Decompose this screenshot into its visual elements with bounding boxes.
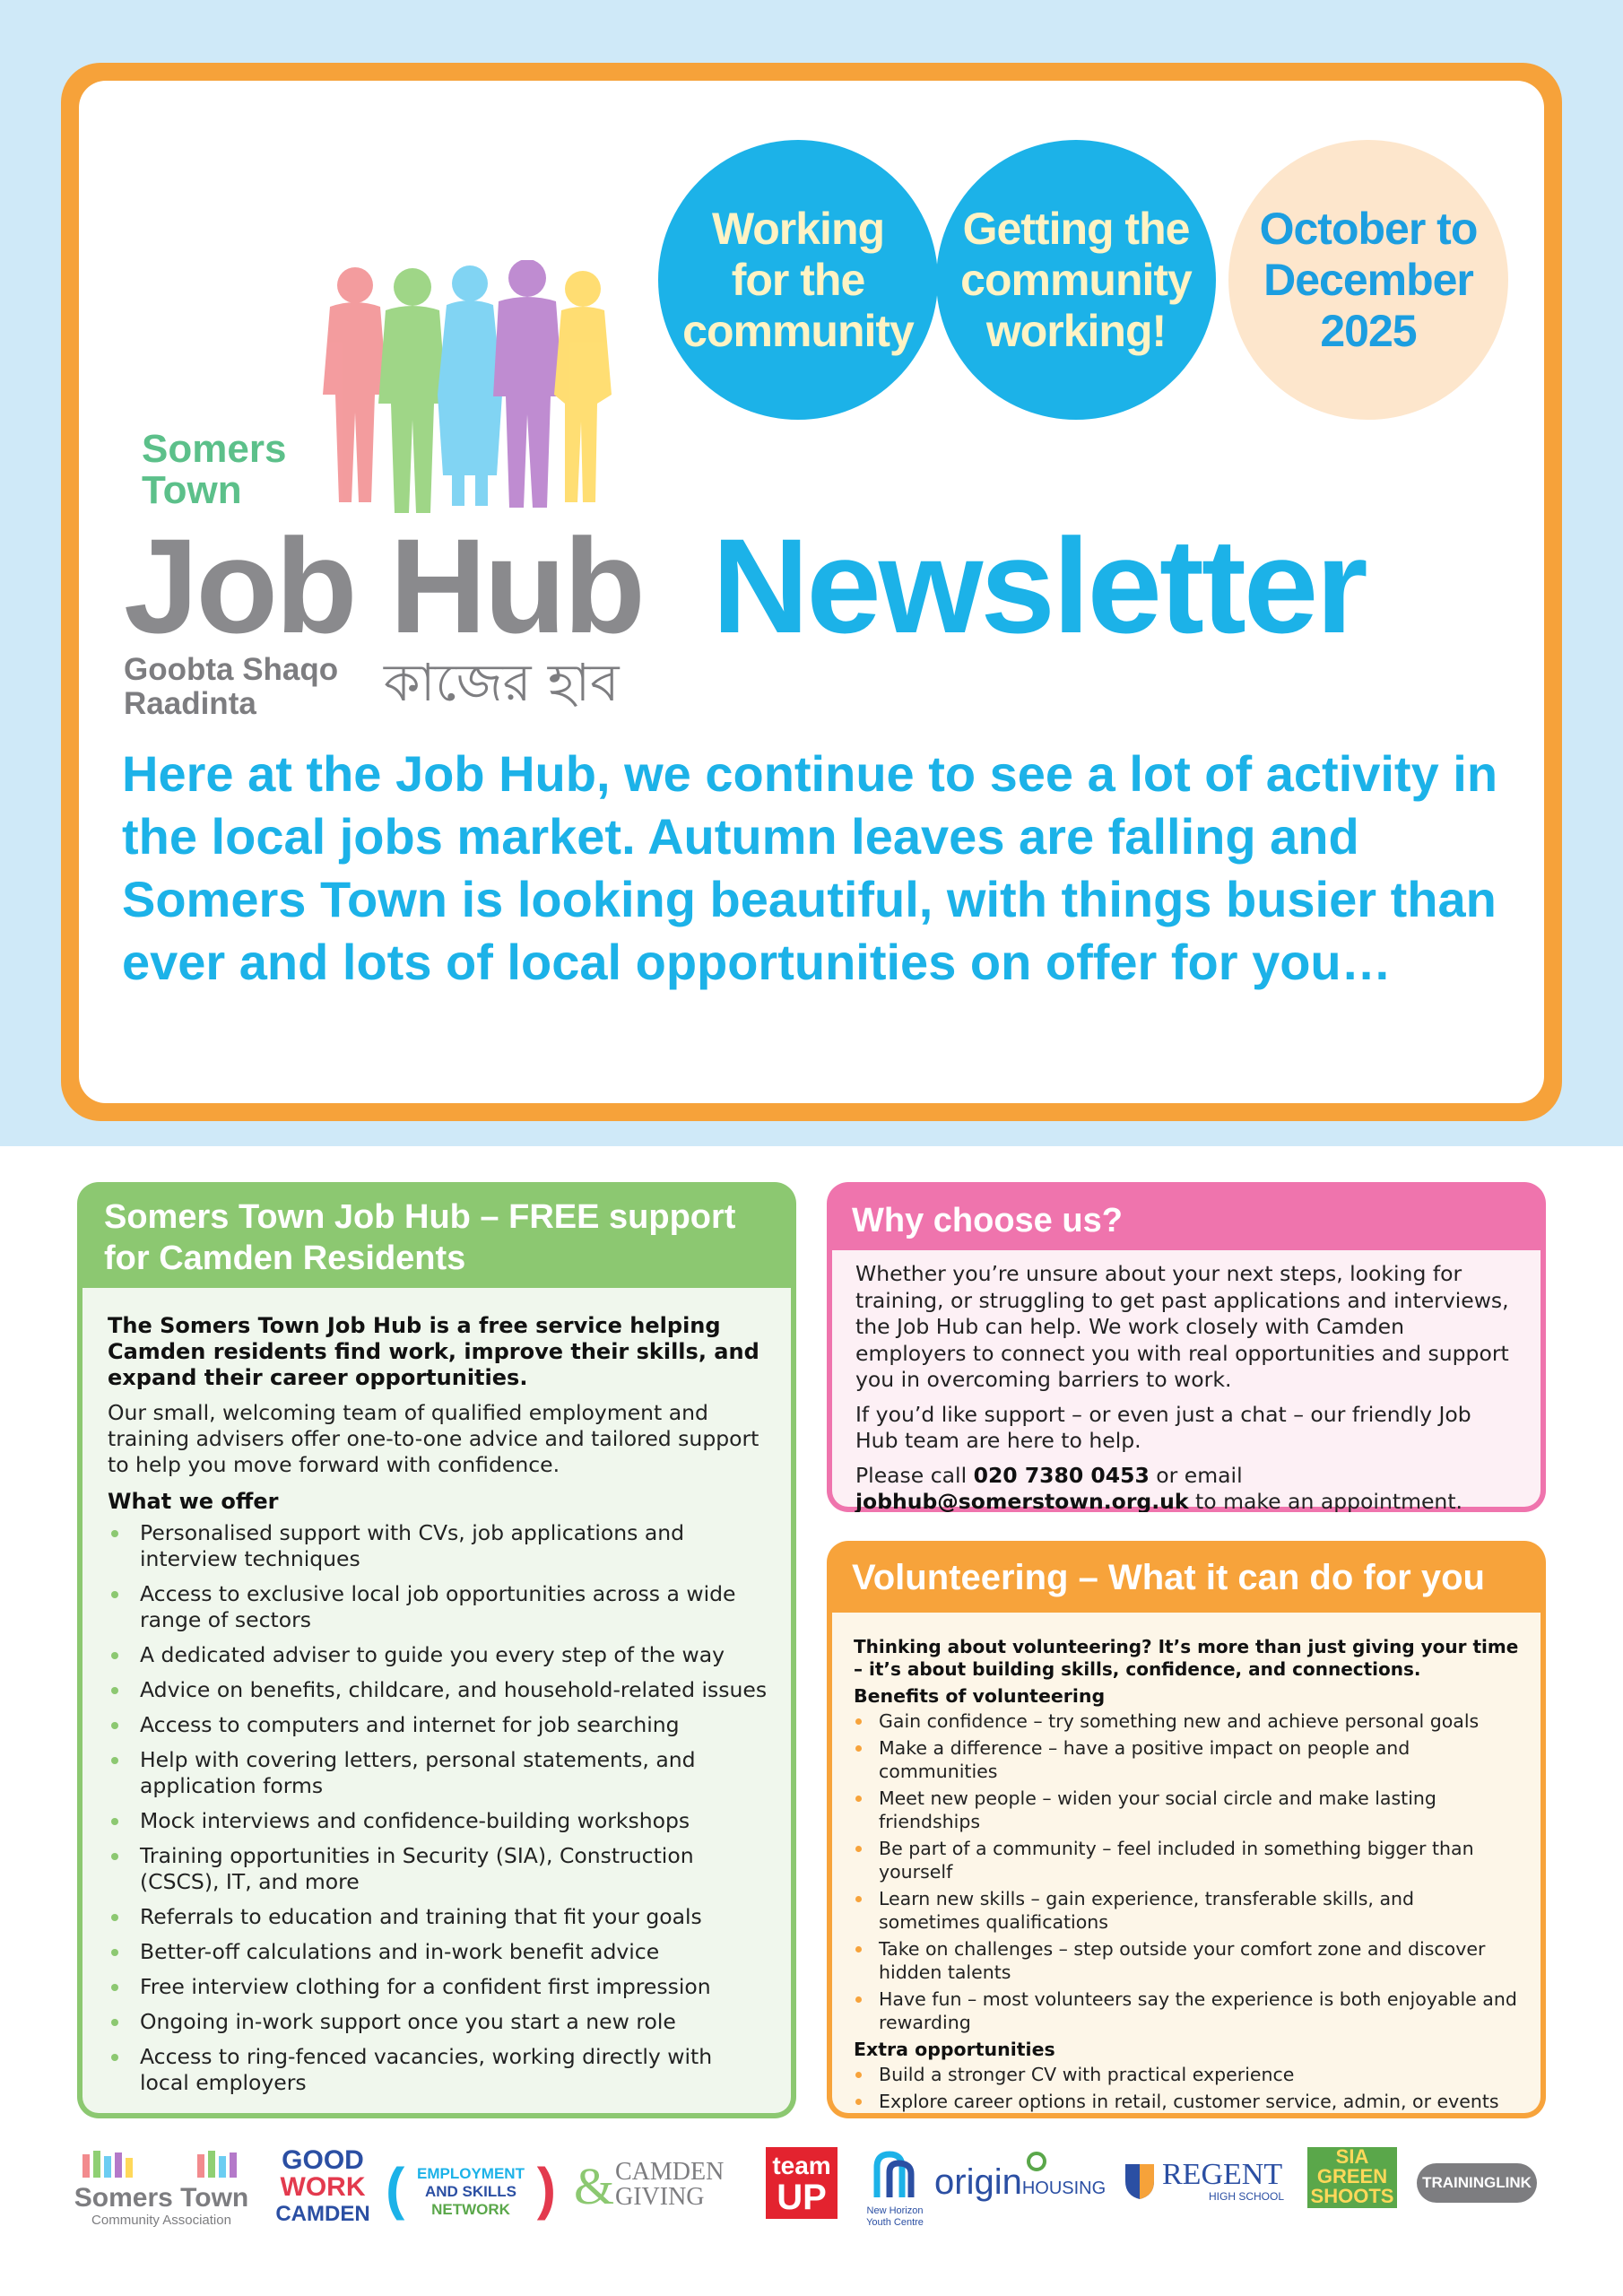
logo-text: REGENT [1162, 2158, 1283, 2191]
offer-heading: What we offer [108, 1489, 279, 1514]
bracket-right-icon: ) [536, 2156, 556, 2221]
list-item: Gain confidence – try something new and achieve personal goals [854, 1709, 1519, 1733]
email-link[interactable]: jobhub@somerstown.org.uk [855, 1489, 1189, 1512]
logo-text: EMPLOYMENT [417, 2165, 525, 2182]
logo-text: GREEN [1316, 2165, 1388, 2187]
list-item: Training opportunities in Security (SIA), Construction (CSCS), IT, and more [108, 1843, 768, 1895]
logo-team-up [766, 2147, 838, 2219]
logo-text: GIVING [615, 2183, 705, 2211]
logo-text: Somers Town [74, 2183, 249, 2213]
logo-somers-town-ca [72, 2147, 251, 2229]
logo-text: origin [934, 2162, 1022, 2202]
subtitle-somali [124, 653, 338, 721]
logo-text: New Horizon [866, 2205, 924, 2216]
logo-text: NETWORK [431, 2201, 510, 2218]
list-item: Referrals to education and training that fit your goals [108, 1904, 768, 1930]
bubble-line: working! [985, 305, 1167, 356]
bubble-line: community [960, 254, 1192, 305]
list-item: Help with covering letters, personal statements, and application forms [108, 1747, 768, 1799]
somers-town-logo [142, 429, 286, 511]
logo-text: AND SKILLS [425, 2183, 516, 2200]
logo-text: SIA [1335, 2145, 1369, 2168]
logo-origin-housing [934, 2160, 1132, 2205]
email-prefix: or email [1149, 1462, 1243, 1488]
logo-text: team [772, 2152, 831, 2179]
list-item: Explore career options in retail, customer service, admin, or events [854, 2090, 1519, 2113]
bubble-line: December [1263, 254, 1473, 305]
list-item: Mock interviews and confidence-building workshops [108, 1808, 768, 1834]
list-item: Personalised support with CVs, job applications and interview techniques [108, 1520, 768, 1572]
bubble-line: Getting the [962, 203, 1190, 254]
benefits-list [854, 1709, 1519, 2034]
subtitle-line: Raadinta [124, 686, 256, 721]
logo-good-work-camden [269, 2147, 377, 2228]
free-support-para: Our small, welcoming team of qualified employment and training advisers offer one-to-one advice and tailored support to help you move forward with confidence. [108, 1400, 759, 1477]
list-item: Learn new skills – gain experience, transferable skills, and sometimes qualifications [854, 1887, 1519, 1934]
why-choose-heading: Why choose us? [852, 1202, 1123, 1239]
free-support-lead: The Somers Town Job Hub is a free service helping Camden residents find work, improve their skills, and expand their career opportunities. [108, 1313, 759, 1390]
bubble-line: Working [711, 203, 885, 254]
ampersand-icon: & [574, 2157, 615, 2215]
bubble-line: 2025 [1320, 305, 1417, 356]
logo-training-link: TRAININGLINK [1417, 2163, 1537, 2203]
hero-inner [79, 81, 1544, 1103]
logo-text: UP [777, 2178, 827, 2217]
volunteering-panel [827, 1541, 1546, 2118]
logo-text: Community Association [91, 2213, 231, 2228]
list-item [854, 2117, 1519, 2118]
bracket-left-icon: ( [386, 2156, 405, 2221]
volunteering-body [832, 1613, 1541, 2113]
list-item: Build a stronger CV with practical experience [854, 2063, 1519, 2086]
logo-text: WORK [280, 2172, 366, 2202]
logo-new-horizon [850, 2147, 940, 2229]
people-silhouettes-icon [312, 260, 725, 529]
free-support-heading: Somers Town Job Hub – FREE support for Camden Residents [104, 1198, 736, 1277]
logo-text: HOUSING [1021, 2179, 1107, 2198]
logo-esn [386, 2156, 556, 2221]
extra-list [854, 2063, 1519, 2118]
bubble-date-range [1228, 140, 1508, 420]
bubble-line: for the [731, 254, 865, 305]
list-item: Take on challenges – step outside your comfort zone and discover hidden talents [854, 1937, 1519, 1984]
phone-number[interactable]: 020 7380 0453 [973, 1462, 1150, 1488]
list-item: Ongoing in-work support once you start a new role [108, 2009, 768, 2035]
intro-text: Here at the Job Hub, we continue to see a lot of activity in the local jobs market. Autumn leaves are falling and Somers Town is looking beautiful, with things busier than ever and lots of local opportunities on offer for you… [122, 745, 1498, 990]
logo-text: HIGH SCHOOL [1209, 2190, 1285, 2203]
shield-icon [1123, 2161, 1157, 2201]
list-item: Be part of a community – feel included in something bigger than yourself [854, 1837, 1519, 1883]
volunteering-heading: Volunteering – What it can do for you [852, 1558, 1485, 1597]
partner-logos [72, 2138, 1551, 2246]
title-job-hub: Job Hub [124, 510, 643, 661]
title-newsletter: Newsletter [712, 510, 1366, 661]
free-support-panel [77, 1182, 796, 2118]
logo-text: GOOD [282, 2145, 364, 2175]
benefits-heading: Benefits of volunteering [854, 1685, 1106, 1707]
extra-heading: Extra opportunities [854, 2039, 1055, 2060]
free-support-body [82, 1288, 791, 2113]
logo-line: Town [142, 468, 242, 512]
subtitle-bengali: কাজের হাব [384, 652, 620, 713]
list-item: Access to ring-fenced vacancies, working directly with local employers [108, 2044, 768, 2096]
logo-text: Youth Centre [866, 2217, 924, 2228]
logo-text: SHOOTS [1310, 2185, 1394, 2207]
volunteering-lead: Thinking about volunteering? It’s more than just giving your time – it’s about building skills, confidence, and connections. [854, 1636, 1519, 1680]
people-bars-icon [74, 2147, 249, 2179]
list-item: A dedicated adviser to guide you every step of the way [108, 1642, 768, 1668]
logo-regent-high-school [1123, 2160, 1293, 2203]
hero-frame [61, 63, 1562, 1121]
list-item: Access to exclusive local job opportunities across a wide range of sectors [108, 1581, 768, 1633]
origin-swirl-icon [1026, 2151, 1047, 2172]
subtitle-line: Goobta Shaqo [124, 652, 339, 687]
why-choose-para1: Whether you’re unsure about your next steps, looking for training, or struggling to get past applications and interviews, the Job Hub can help. We work closely with Camden employers to connect you with real opportunities and support you in overcoming barriers to work. [855, 1261, 1509, 1392]
list-item: Advice on benefits, childcare, and household-related issues [108, 1677, 768, 1703]
logo-camden-giving [574, 2157, 753, 2215]
bubble-line: October to [1259, 203, 1478, 254]
bubble-line: community [682, 305, 914, 356]
list-item: Make a difference – have a positive impact on people and communities [854, 1736, 1519, 1783]
logo-text: CAMDEN [275, 2202, 370, 2226]
offer-list [108, 1520, 768, 2096]
why-choose-para2: If you’d like support – or even just a chat – our friendly Job Hub team are here to help. [855, 1401, 1471, 1453]
list-item: Access to computers and internet for job searching [108, 1712, 768, 1738]
list-item: Better-off calculations and in-work benefit advice [108, 1939, 768, 1965]
logo-text: CAMDEN [615, 2158, 725, 2186]
contact-line [855, 1463, 1519, 1513]
why-choose-panel [827, 1182, 1546, 1512]
logo-line: Somers [142, 427, 287, 471]
horizon-n-icon [868, 2147, 922, 2201]
call-prefix: Please call [855, 1462, 974, 1488]
list-item: Meet new people – widen your social circle and make lasting friendships [854, 1787, 1519, 1833]
bubble-getting-community [936, 140, 1216, 420]
why-choose-body [832, 1250, 1541, 1512]
call-suffix: to make an appointment. [1188, 1489, 1462, 1512]
list-item: Have fun – most volunteers say the experience is both enjoyable and rewarding [854, 1987, 1519, 2034]
logo-sia-green-shoots [1307, 2147, 1397, 2208]
list-item: Free interview clothing for a confident first impression [108, 1974, 768, 2000]
